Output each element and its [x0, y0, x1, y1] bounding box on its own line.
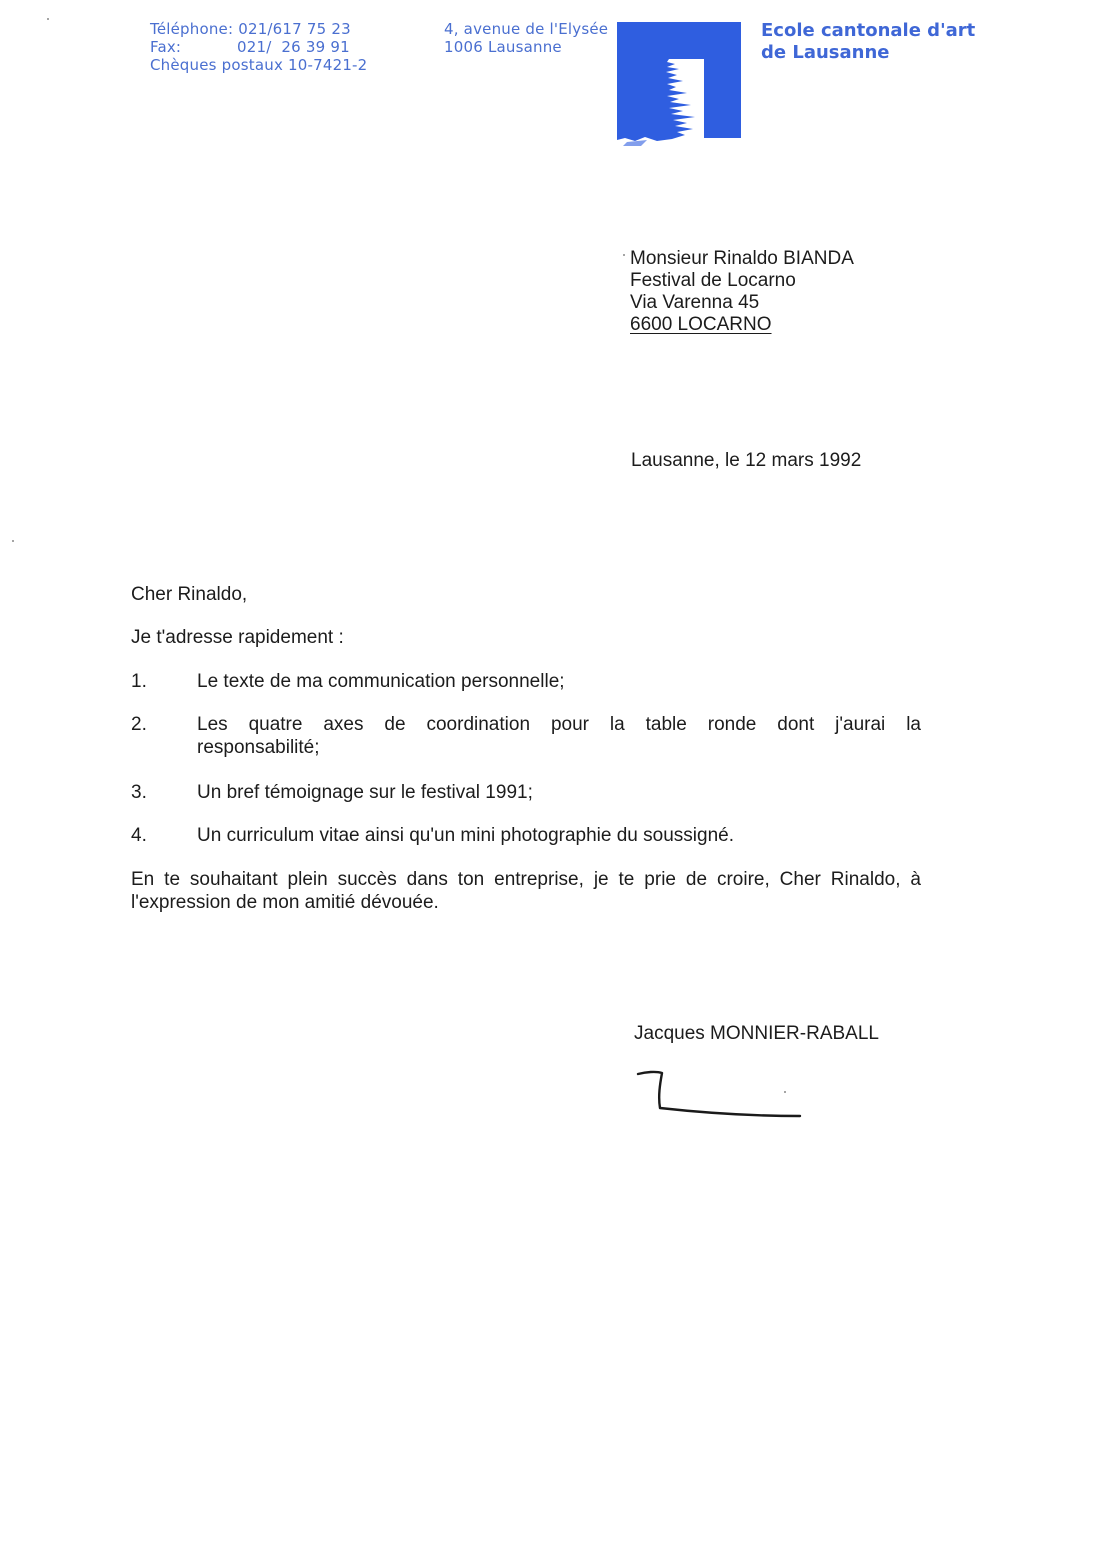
- phone-label: Téléphone:: [150, 20, 234, 38]
- handwritten-signature: [636, 1066, 806, 1126]
- list-item-text-line-1: Les quatre axes de coordination pour la table ronde dont j'aurai la: [197, 714, 921, 735]
- numbered-list: [131, 670, 921, 870]
- school-name: [761, 20, 975, 64]
- phone-value: 021/617 75 23: [238, 20, 351, 38]
- recipient-line-3: Via Varenna 45: [630, 292, 760, 313]
- list-item-number: 1.: [131, 671, 147, 692]
- fax-value: 021/ 26 39 91: [237, 38, 350, 56]
- closing-paragraph: [131, 868, 921, 914]
- list-item-text: Un bref témoignage sur le festival 1991;: [197, 782, 533, 803]
- salutation: Cher Rinaldo,: [131, 584, 248, 605]
- letterhead-contact: [150, 20, 367, 74]
- list-item-text-line-2: responsabilité;: [197, 737, 320, 758]
- scan-speck: [784, 1091, 786, 1093]
- address-line-2: 1006 Lausanne: [444, 38, 562, 56]
- closing-line-2: l'expression de mon amitié dévouée.: [131, 892, 439, 913]
- intro-line: Je t'adresse rapidement :: [131, 627, 344, 648]
- ecal-logo-icon: [617, 22, 742, 146]
- letterhead-address: [444, 20, 608, 56]
- recipient-line-4: 6600 LOCARNO: [630, 314, 772, 335]
- letter-date: Lausanne, le 12 mars 1992: [631, 450, 862, 471]
- list-item-number: 2.: [131, 714, 147, 735]
- scan-speck: [12, 540, 14, 542]
- school-name-line-2: de Lausanne: [761, 42, 890, 63]
- address-line-1: 4, avenue de l'Elysée: [444, 20, 609, 38]
- recipient-line-1: Monsieur Rinaldo BIANDA: [630, 248, 854, 269]
- fax-label: Fax:: [150, 38, 182, 56]
- recipient-line-2: Festival de Locarno: [630, 270, 796, 291]
- cheques-postaux: Chèques postaux 10-7421-2: [150, 56, 368, 74]
- fax-row: [150, 38, 367, 56]
- recipient-address: [630, 248, 854, 336]
- list-item-number: 3.: [131, 782, 147, 803]
- closing-line-1: En te souhaitant plein succès dans ton entreprise, je te prie de croire, Cher Rinaldo, à: [131, 869, 921, 890]
- scan-speck: [623, 254, 625, 256]
- scan-speck: [47, 18, 49, 20]
- list-item-text: Un curriculum vitae ainsi qu'un mini photographie du soussigné.: [197, 825, 734, 846]
- signatory-name: Jacques MONNIER-RABALL: [634, 1023, 879, 1044]
- list-item-text: Le texte de ma communication personnelle;: [197, 671, 565, 692]
- list-item-number: 4.: [131, 825, 147, 846]
- school-name-line-1: Ecole cantonale d'art: [761, 20, 976, 41]
- list-item-text-block: [197, 713, 921, 759]
- phone-row: [150, 20, 367, 38]
